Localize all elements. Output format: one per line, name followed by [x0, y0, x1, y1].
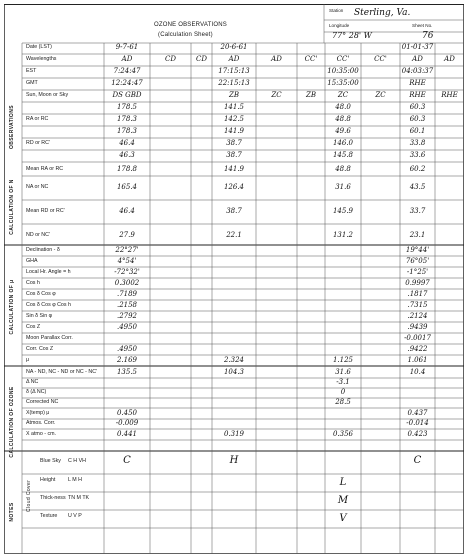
cell-mean-rd: 145.9: [332, 207, 354, 215]
sheet-number-label: Sheet No.: [412, 23, 433, 28]
cell-wave: CC': [374, 55, 387, 63]
cell-date: 20-6-61: [220, 43, 248, 51]
cell-mean-ra: 141.9: [223, 165, 245, 173]
cell-x-cm: 0.319: [223, 430, 245, 438]
cell-wave: CD: [196, 55, 207, 63]
ozone-calculation-sheet: [4, 4, 464, 554]
section-notes: NOTES: [9, 502, 15, 522]
cell-dnc: -3.1: [336, 378, 350, 386]
row-label-moon-parallax: Moon Parallax Corr.: [26, 335, 73, 341]
cell-rd: 46.3: [119, 151, 135, 159]
cell-est: 10:35:00: [327, 67, 359, 75]
cell-ra: 49.6: [335, 127, 351, 135]
station-value: Sterling, Va.: [354, 8, 411, 18]
cell-mean-rd: 33.7: [409, 207, 426, 215]
row-label-x-cm: X atmo - cm.: [26, 431, 57, 437]
cell-mu: 2.324: [223, 356, 245, 364]
cell-ra: 178.3: [116, 115, 138, 123]
cell-mu: 2.169: [116, 356, 138, 364]
cell-mu: 1.061: [407, 356, 428, 364]
row-label-gha: GHA: [26, 258, 38, 264]
cell-na: 43.5: [409, 183, 426, 191]
cell-sdsp: .2124: [407, 312, 428, 320]
row-label-declination: Declination - δ: [26, 247, 60, 253]
notes-label-thickness: Thick-ness: [40, 495, 66, 501]
cell-cnc: 28.5: [335, 398, 351, 406]
cell-cos-h: 0.3002: [114, 279, 140, 287]
cell-source: DS GBD: [112, 91, 142, 99]
cell-est: 17:15:13: [218, 67, 250, 75]
notes-codes-height: L M H: [68, 477, 82, 483]
notes-label-height: Height: [40, 477, 56, 483]
row-label-mean-ra: Mean RA or RC: [26, 166, 64, 172]
notes-label-texture: Texture: [40, 513, 58, 519]
cell-source: RHE: [409, 91, 426, 99]
cell-cosz: .9439: [407, 323, 428, 331]
notes-codes-thickness: TN M TK: [68, 495, 90, 501]
row-label-cos-z: Cos Z: [26, 324, 41, 330]
cell-rd: 46.4: [119, 139, 135, 147]
cell-x-cm: 0.441: [116, 430, 138, 438]
row-label-mean-rd: Mean RD or RC': [26, 208, 65, 214]
cell-source: ZB: [228, 91, 239, 99]
longitude-label: Longitude: [329, 23, 350, 28]
row-label-ra-rc: RA or RC: [26, 116, 49, 122]
row-label-x-mu: X(temp) μ: [26, 410, 50, 416]
longitude-value: 77° 28' W: [332, 31, 372, 40]
row-label-mu: μ: [26, 357, 30, 363]
cell-na-nd: 31.6: [335, 368, 351, 376]
row-label-cos-delta-cos-phi: Cos δ Cos φ: [26, 291, 56, 297]
cell-est: 04:03:37: [401, 67, 434, 75]
cell-rd: 38.7: [226, 151, 242, 159]
cell-na-nd: 135.5: [116, 368, 138, 376]
cell-na-nd: 10.4: [409, 368, 426, 376]
cell-mean-ra: 60.2: [409, 165, 426, 173]
cell-mean-ra: 178.8: [116, 165, 138, 173]
cell-source: ZC: [337, 91, 349, 99]
cell-source: ZC: [375, 91, 386, 99]
cell-cdcpch: .2158: [116, 301, 138, 309]
station-label: Station: [329, 8, 344, 13]
row-label-na-nd: NA - ND, NC - ND or NC - NC': [26, 369, 98, 375]
cell-wave: CC': [336, 55, 350, 63]
cell-date: 01-01-37: [401, 43, 434, 51]
cell-mu: 1.125: [332, 356, 354, 364]
cell-nd: 131.2: [332, 231, 354, 239]
cell-cos-h: 0.9997: [405, 279, 430, 287]
cell-corr-cosz: .4950: [116, 345, 138, 353]
cell-wave: AD: [412, 55, 423, 63]
cell-ra: 178.3: [116, 127, 138, 135]
cell-rd: 33.8: [409, 139, 426, 147]
row-label-est: EST: [26, 68, 37, 74]
cell-ra: 60.3: [409, 115, 426, 123]
cell-atm: -0.014: [406, 419, 429, 427]
form-title: OZONE OBSERVATIONS: [154, 22, 227, 28]
row-label-atmos-corr: Atmos. Corr.: [26, 420, 56, 426]
cell-source: ZC: [271, 91, 282, 99]
cell-ra: 48.0: [335, 103, 351, 111]
notes-codes-blue-sky: C H VH: [68, 458, 86, 464]
cell-gmt: 12:24:47: [111, 79, 143, 87]
cell-nd: 27.9: [119, 231, 135, 239]
row-label-gmt: GMT: [26, 80, 38, 86]
row-label-local-hour: Local Hr. Angle = h: [26, 269, 71, 275]
cell-ra: 141.5: [223, 103, 245, 111]
cell-ra: 48.8: [335, 115, 351, 123]
section-calc-mu: CALCULATION OF μ: [9, 279, 15, 335]
cell-est: 7:24:47: [113, 67, 141, 75]
sheet-number-value: 76: [422, 31, 434, 41]
row-label-cos-delta-cos-phi-cos-h: Cos δ Cos φ Cos h: [26, 302, 71, 308]
row-label-na-nc: NA or NC: [26, 184, 49, 190]
cell-ra: 60.3: [409, 103, 426, 111]
cell-corr-cosz: .9422: [407, 345, 428, 353]
row-label-corrected-nc: Corrected NC: [26, 399, 59, 405]
row-label-cos-h: Cos h: [26, 280, 40, 286]
cell-na: 165.4: [116, 183, 138, 191]
cell-rd: 38.7: [226, 139, 242, 147]
cell-x-mu: 0.437: [407, 409, 428, 417]
row-label-corr-cos-z: Corr. Cos Z: [26, 346, 54, 352]
section-calc-n: CALCULATION OF N: [9, 179, 15, 235]
cell-rd: 33.6: [409, 151, 426, 159]
cell-ra: 142.5: [223, 115, 245, 123]
cell-nd: 22.1: [226, 231, 242, 239]
cell-decl: 19°44': [405, 246, 430, 254]
cell-na: 126.4: [223, 183, 245, 191]
section-observations: OBSERVATIONS: [9, 105, 15, 149]
row-label-wavelengths: Wavelengths: [26, 56, 57, 62]
cell-cdcp: .7189: [116, 290, 138, 298]
cell-x-cm: 0.356: [332, 430, 354, 438]
cell-mean-rd: 38.7: [226, 207, 242, 215]
cell-source: ZB: [305, 91, 316, 99]
cell-cdcpch: .7315: [407, 301, 428, 309]
cell-source: RHE: [441, 91, 458, 99]
notes-codes-texture: U V P: [68, 513, 82, 519]
cell-ddnc: 0: [340, 388, 346, 396]
cell-notes: C: [413, 455, 422, 466]
cell-wave: AD: [121, 55, 133, 63]
cell-wave: AD: [228, 55, 240, 63]
cell-mean-rd: 46.4: [119, 207, 135, 215]
cell-ra: 178.5: [116, 103, 138, 111]
cell-rd: 146.0: [332, 139, 354, 147]
cell-notes: H: [229, 455, 239, 466]
cell-nd: 23.1: [409, 231, 426, 239]
cell-rd: 145.8: [332, 151, 354, 159]
cell-wave: CD: [165, 55, 176, 63]
cell-sdsp: .2792: [116, 312, 138, 320]
cell-cosz: .4950: [116, 323, 138, 331]
cell-lha: -1°25': [406, 268, 429, 276]
form-subtitle: (Calculation Sheet): [158, 32, 213, 38]
row-label-nd-nc: ND or NC': [26, 232, 50, 238]
cell-x-cm: 0.423: [407, 430, 428, 438]
cell-atm: -0.009: [115, 419, 139, 427]
cell-notes-item: V: [339, 513, 347, 524]
section-calc-ozone: CALCULATION OF OZONE: [9, 386, 15, 458]
row-label-rd-rc: RD or RC': [26, 140, 50, 146]
cell-decl: 22°27': [115, 246, 139, 254]
notes-label-cloud-cover: Cloud Cover: [26, 479, 32, 512]
cell-moon: -0.0017: [404, 334, 431, 342]
cell-mean-ra: 48.8: [335, 165, 351, 173]
cell-na: 31.6: [335, 183, 351, 191]
cell-x-mu: 0.450: [116, 409, 138, 417]
cell-gmt: 15:35:00: [327, 79, 359, 87]
cell-notes-item: L: [339, 477, 347, 488]
cell-cdcp: .1817: [407, 290, 428, 298]
row-label-sin-delta-sin-phi: Sin δ Sin φ: [26, 313, 53, 319]
notes-label-blue-sky: Blue Sky: [40, 458, 61, 464]
cell-gmt: 22:15:13: [218, 79, 250, 87]
cell-na-nd: 104.3: [223, 368, 245, 376]
cell-lha: -72°32': [114, 268, 140, 276]
row-label-delta-nc: Δ NC: [26, 379, 39, 385]
cell-ra: 141.9: [223, 127, 245, 135]
row-label-date: Date (LST): [26, 44, 52, 50]
cell-notes-item: M: [337, 495, 349, 506]
cell-ra: 60.1: [409, 127, 426, 135]
cell-wave: CC': [304, 55, 318, 63]
cell-date: 9-7-61: [115, 43, 139, 51]
cell-wave: AD: [444, 55, 455, 63]
row-label-sun-moon: Sun, Moon or Sky: [26, 92, 69, 98]
cell-gmt: RHE: [409, 79, 426, 87]
cell-wave: AD: [271, 55, 282, 63]
row-label-delta-a-nc: δ (Δ NC): [26, 389, 47, 395]
cell-notes: C: [123, 455, 131, 466]
cell-gha: 76°05': [405, 257, 430, 265]
cell-gha: 4°54': [117, 257, 137, 265]
